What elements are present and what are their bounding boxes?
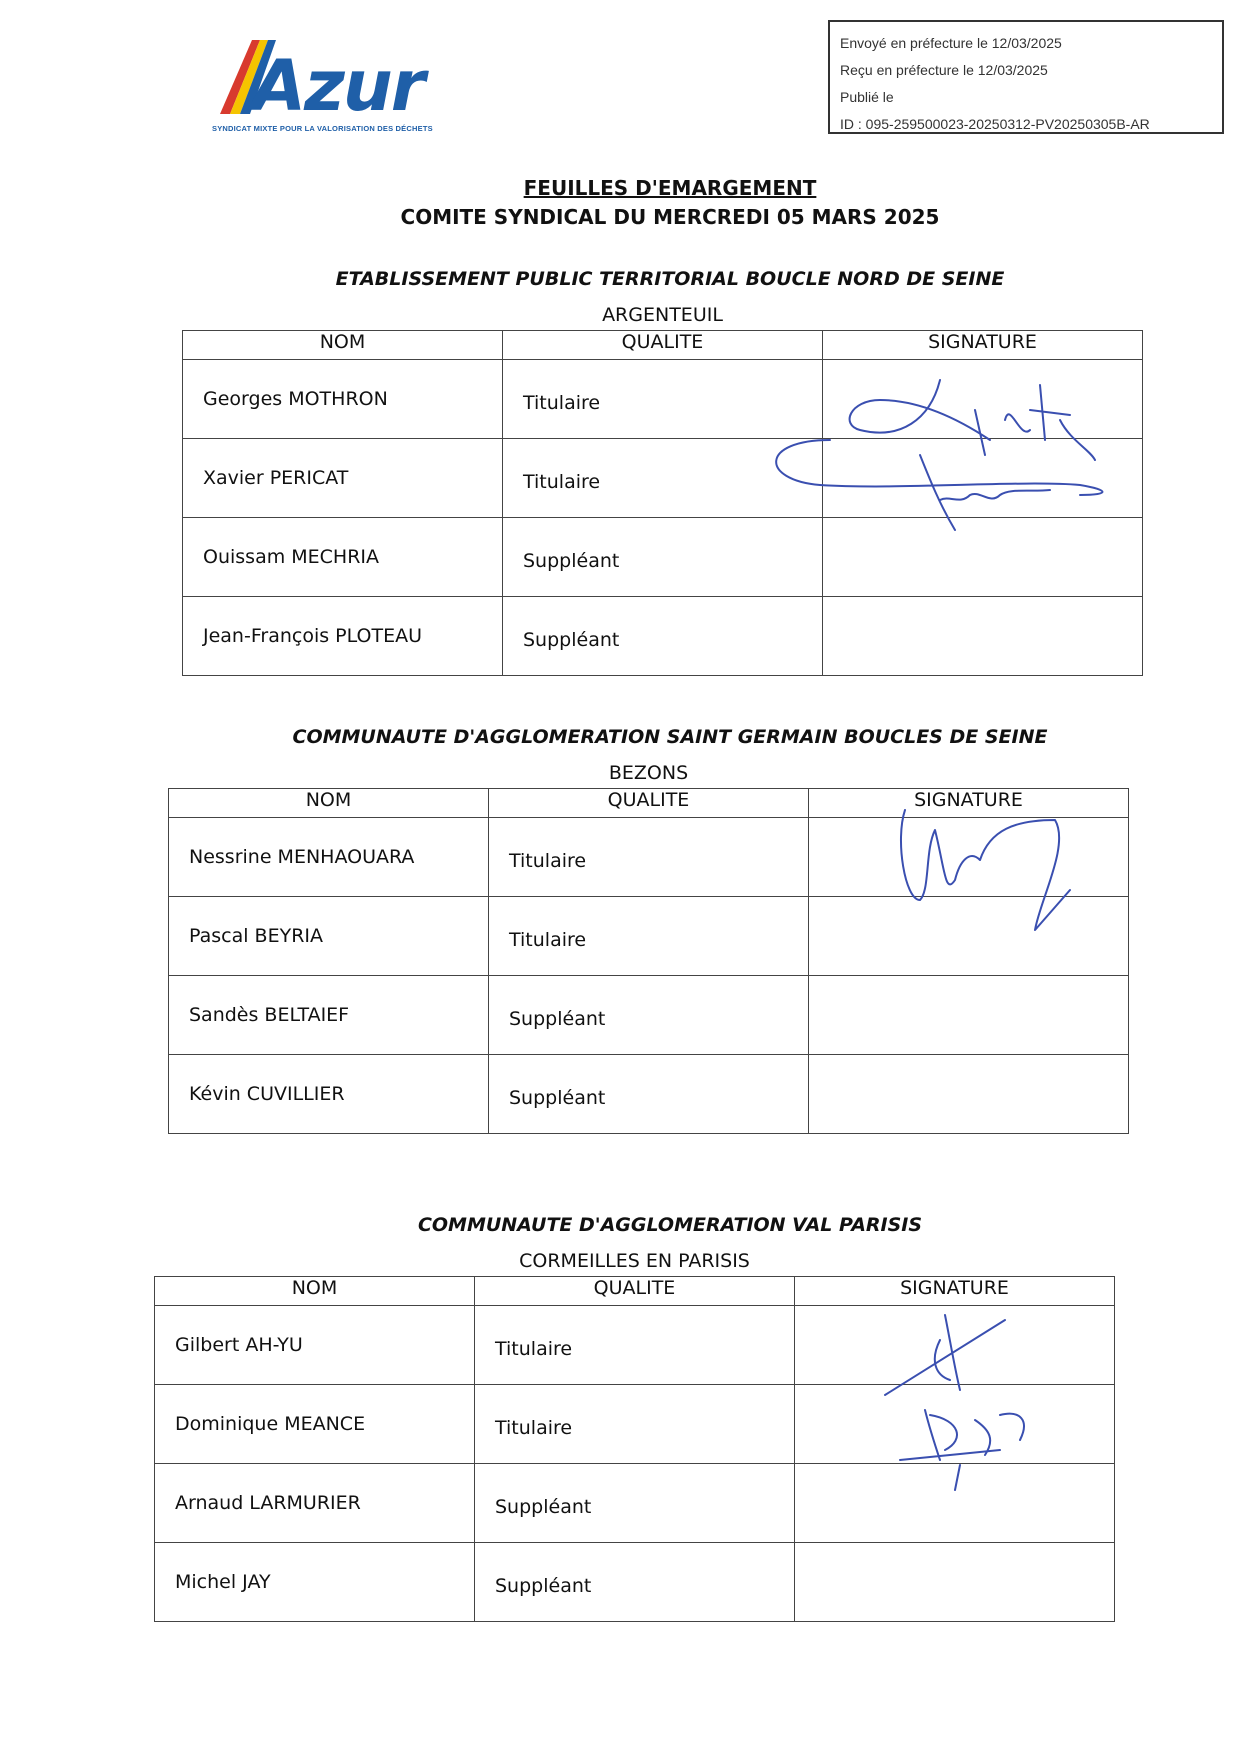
member-name: Georges MOTHRON	[183, 360, 503, 439]
member-name: Nessrine MENHAOUARA	[169, 818, 489, 897]
table-row	[155, 1306, 1115, 1385]
signature-cell	[823, 518, 1143, 597]
prefecture-stamp	[828, 20, 1224, 134]
table-row	[169, 897, 1129, 976]
signature-cell	[809, 1055, 1129, 1134]
header-qualite: QUALITE	[475, 1277, 795, 1306]
header-qualite: QUALITE	[489, 789, 809, 818]
member-name: Michel JAY	[155, 1543, 475, 1622]
member-role: Titulaire	[503, 360, 823, 439]
document-title: FEUILLES D'EMARGEMENT	[523, 176, 817, 200]
document-subtitle: COMITE SYNDICAL DU MERCREDI 05 MARS 2025	[400, 205, 940, 229]
table-row	[155, 1543, 1115, 1622]
signature-cell	[809, 818, 1129, 897]
member-name: Jean-François PLOTEAU	[183, 597, 503, 676]
table-row	[169, 976, 1129, 1055]
commune-name: CORMEILLES EN PARISIS	[475, 1246, 795, 1277]
member-role: Suppléant	[475, 1543, 795, 1622]
commune-name: ARGENTEUIL	[503, 300, 823, 331]
member-role: Titulaire	[503, 439, 823, 518]
header-nom: NOM	[183, 331, 503, 360]
member-name: Pascal BEYRIA	[169, 897, 489, 976]
member-role: Suppléant	[503, 597, 823, 676]
azur-logo	[212, 36, 452, 136]
stamp-published: Publié le	[840, 89, 894, 105]
table-row	[155, 1385, 1115, 1464]
member-name: Dominique MEANCE	[155, 1385, 475, 1464]
signature-cell	[823, 360, 1143, 439]
table-row	[169, 1055, 1129, 1134]
section-title: ETABLISSEMENT PUBLIC TERRITORIAL BOUCLE NORD DE SEINE	[335, 268, 1005, 290]
stamp-id: ID : 095-259500023-20250312-PV20250305B-AR	[840, 116, 1150, 132]
signature-cell	[809, 897, 1129, 976]
signature-cell	[823, 597, 1143, 676]
table-row	[169, 818, 1129, 897]
member-name: Gilbert AH-YU	[155, 1306, 475, 1385]
header-nom: NOM	[155, 1277, 475, 1306]
member-role: Suppléant	[503, 518, 823, 597]
commune-name: BEZONS	[489, 758, 809, 789]
member-role: Titulaire	[489, 897, 809, 976]
logo-word: Azur	[252, 45, 424, 127]
header-signature: SIGNATURE	[809, 789, 1129, 818]
table-row	[183, 518, 1143, 597]
member-name: Ouissam MECHRIA	[183, 518, 503, 597]
member-name: Kévin CUVILLIER	[169, 1055, 489, 1134]
signature-cell	[823, 439, 1143, 518]
member-role: Suppléant	[489, 976, 809, 1055]
member-name: Arnaud LARMURIER	[155, 1464, 475, 1543]
stamp-sent: Envoyé en préfecture le 12/03/2025	[840, 35, 1062, 51]
signature-table	[182, 300, 1143, 676]
signature-table	[154, 1246, 1115, 1622]
member-role: Titulaire	[475, 1385, 795, 1464]
signature-cell	[809, 976, 1129, 1055]
table-row	[155, 1464, 1115, 1543]
member-name: Xavier PERICAT	[183, 439, 503, 518]
section-title: COMMUNAUTE D'AGGLOMERATION SAINT GERMAIN BOUCLES DE SEINE	[292, 726, 1048, 748]
signature-cell	[795, 1543, 1115, 1622]
member-role: Titulaire	[475, 1306, 795, 1385]
signature-cell	[795, 1385, 1115, 1464]
section-title: COMMUNAUTE D'AGGLOMERATION VAL PARISIS	[417, 1214, 923, 1236]
logo-subtitle: SYNDICAT MIXTE POUR LA VALORISATION DES DÉCHETS	[212, 124, 433, 133]
header-signature: SIGNATURE	[795, 1277, 1115, 1306]
member-name: Sandès BELTAIEF	[169, 976, 489, 1055]
table-row	[183, 597, 1143, 676]
header-qualite: QUALITE	[503, 331, 823, 360]
member-role: Suppléant	[475, 1464, 795, 1543]
header-signature: SIGNATURE	[823, 331, 1143, 360]
signature-table	[168, 758, 1129, 1134]
table-row	[183, 360, 1143, 439]
member-role: Suppléant	[489, 1055, 809, 1134]
table-row	[183, 439, 1143, 518]
header-nom: NOM	[169, 789, 489, 818]
signature-cell	[795, 1306, 1115, 1385]
member-role: Titulaire	[489, 818, 809, 897]
stamp-received: Reçu en préfecture le 12/03/2025	[840, 62, 1048, 78]
signature-cell	[795, 1464, 1115, 1543]
